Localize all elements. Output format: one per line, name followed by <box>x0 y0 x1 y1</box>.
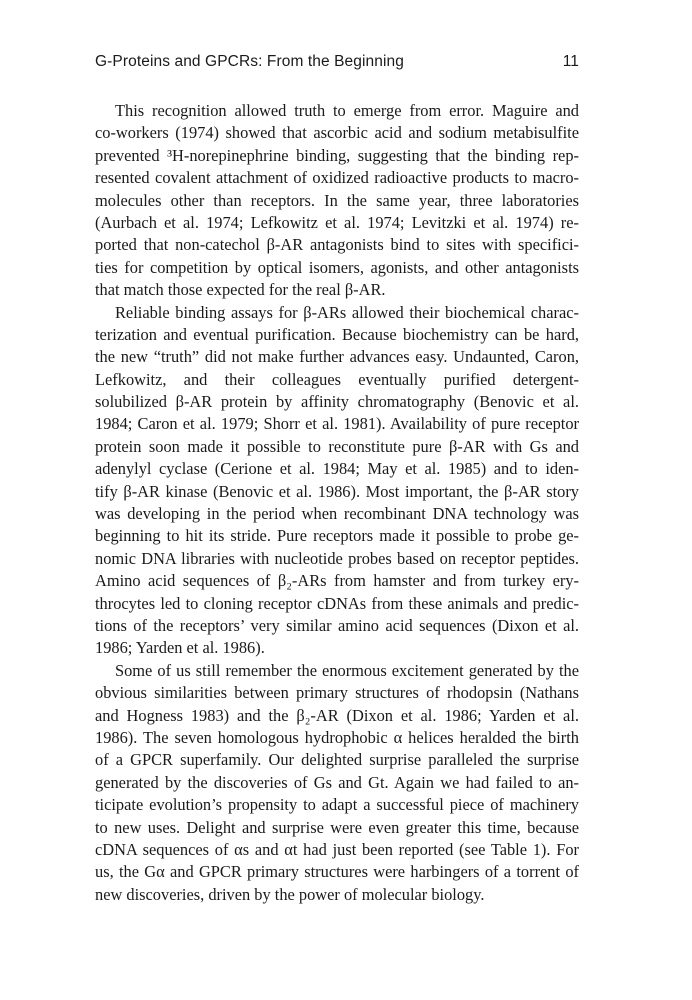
text-line: ticipate evolution’s propensity to adapt a successful piece of machinery <box>95 795 579 815</box>
text-line: cDNA sequences of αs and αt had just been reported (see Table 1). For <box>95 839 579 859</box>
text-line: terization and eventual purification. Because biochemistry can be hard, <box>95 324 579 344</box>
text-line: Reliable binding assays for β-ARs allowed their biochemical charac- <box>115 302 579 322</box>
text-line: prevented ³H-norepinephrine binding, suggesting that the binding rep- <box>95 145 579 165</box>
running-head-title: G-Proteins and GPCRs: From the Beginning <box>95 53 404 70</box>
text-line: that match those expected for the real β-AR. <box>95 280 386 300</box>
text-line: to new uses. Delight and surprise were even greater this time, because <box>95 817 579 837</box>
text-line: and Hogness 1983) and the β₂-AR (Dixon et al. 1986; Yarden et al. <box>95 705 579 725</box>
paragraph <box>95 302 579 660</box>
text-line: us, the Gα and GPCR primary structures were harbingers of a torrent of <box>95 862 579 882</box>
text-line: of a GPCR superfamily. Our delighted surprise paralleled the surprise <box>95 750 579 770</box>
text-line: ties for competition by optical isomers, agonists, and other antagonists <box>95 257 579 277</box>
paragraph <box>95 100 579 302</box>
page-number: 11 <box>562 53 579 70</box>
text-line: tify β-AR kinase (Benovic et al. 1986). Most important, the β-AR story <box>95 481 579 501</box>
paragraph <box>95 660 579 906</box>
text-line: protein soon made it possible to reconstitute pure β-AR with Gs and <box>95 436 579 456</box>
body-text <box>95 100 579 906</box>
text-line: Some of us still remember the enormous excitement generated by the <box>115 660 579 680</box>
text-line: tions of the receptors’ very similar amino acid sequences (Dixon et al. <box>95 615 579 635</box>
text-line: new discoveries, driven by the power of molecular biology. <box>95 884 485 904</box>
text-line: beginning to hit its stride. Pure receptors made it possible to probe ge- <box>95 526 579 546</box>
text-line: generated by the discoveries of Gs and Gt. Again we had failed to an- <box>95 772 579 792</box>
text-line: resented covalent attachment of oxidized radioactive products to macro- <box>95 168 579 188</box>
text-line: nomic DNA libraries with nucleotide probes based on receptor peptides. <box>95 548 579 568</box>
text-line: ported that non-catechol β-AR antagonists bind to sites with specifici- <box>95 235 579 255</box>
text-line: co-workers (1974) showed that ascorbic acid and sodium metabisulfite <box>95 123 579 143</box>
text-line: adenylyl cyclase (Cerione et al. 1984; May et al. 1985) and to iden- <box>95 459 579 479</box>
text-line: Amino acid sequences of β₂-ARs from hamster and from turkey ery- <box>95 571 579 591</box>
text-line: was developing in the period when recombinant DNA technology was <box>95 504 579 524</box>
text-line: the new “truth” did not make further advances easy. Undaunted, Caron, <box>95 347 579 367</box>
text-line: (Aurbach et al. 1974; Lefkowitz et al. 1974; Levitzki et al. 1974) re- <box>95 212 579 232</box>
text-line: obvious similarities between primary structures of rhodopsin (Nathans <box>95 683 579 703</box>
text-line: throcytes led to cloning receptor cDNAs from these animals and predic- <box>95 593 579 613</box>
text-line: Lefkowitz, and their colleagues eventually purified detergent- <box>95 369 579 389</box>
text-line: molecules other than receptors. In the same year, three laboratories <box>95 190 579 210</box>
text-line: 1986). The seven homologous hydrophobic α helices heralded the birth <box>95 727 579 747</box>
text-line: This recognition allowed truth to emerge from error. Maguire and <box>115 101 579 120</box>
text-line: 1986; Yarden et al. 1986). <box>95 638 265 658</box>
text-line: solubilized β-AR protein by affinity chromatography (Benovic et al. <box>95 392 579 412</box>
text-line: 1984; Caron et al. 1979; Shorr et al. 1981). Availability of pure receptor <box>95 414 579 434</box>
running-head <box>95 53 579 75</box>
